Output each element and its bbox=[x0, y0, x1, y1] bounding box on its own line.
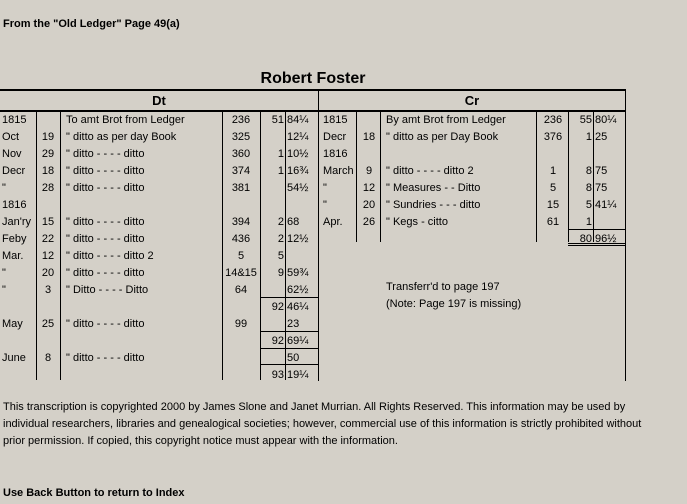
credit-cell-b: 18 bbox=[362, 131, 376, 143]
debit-cell-d: 394 bbox=[231, 216, 251, 228]
credit-cell-a: " bbox=[323, 199, 327, 211]
debit-cell-f: 10½ bbox=[287, 148, 309, 160]
page-title: Robert Foster bbox=[260, 70, 366, 87]
debit-cell-a: 1815 bbox=[2, 114, 27, 126]
debit-cell-c: " ditto - - - - ditto bbox=[66, 216, 145, 228]
grid-line bbox=[318, 89, 319, 381]
debit-cell-c: " ditto - - - - ditto bbox=[66, 233, 145, 245]
debit-cell-a: Mar. bbox=[2, 250, 24, 262]
debit-cell-f: 16¾ bbox=[287, 165, 309, 177]
debit-cell-d: 374 bbox=[231, 165, 251, 177]
debit-cell-a: Decr bbox=[2, 165, 26, 177]
credit-cell-f: 96½ bbox=[595, 233, 617, 245]
credit-cell-d: 376 bbox=[543, 131, 563, 143]
debit-cell-d: 381 bbox=[231, 182, 251, 194]
credit-cell-f: 75 bbox=[595, 165, 608, 177]
debit-cell-b: 28 bbox=[41, 182, 55, 194]
debit-cell-a: " bbox=[2, 182, 6, 194]
debit-cell-d: 5 bbox=[237, 250, 245, 262]
credit-cell-e: 8 bbox=[585, 165, 592, 177]
debit-cell-d: 436 bbox=[231, 233, 251, 245]
credit-cell-b: 12 bbox=[362, 182, 376, 194]
debit-cell-a: " bbox=[2, 284, 6, 296]
debit-cell-e: 9 bbox=[277, 267, 284, 279]
credit-cell-e: 5 bbox=[585, 199, 592, 211]
debit-cell-d: 14&15 bbox=[225, 267, 257, 279]
debit-cell-d: 236 bbox=[231, 114, 251, 126]
debit-cell-e: 2 bbox=[277, 216, 284, 228]
debit-cell-d: 99 bbox=[234, 318, 248, 330]
debit-cell-b: 12 bbox=[41, 250, 55, 262]
credit-cell-c: By amt Brot from Ledger bbox=[386, 114, 506, 126]
debit-cell-f: 50 bbox=[287, 352, 300, 364]
header-note: From the "Old Ledger" Page 49(a) bbox=[3, 18, 180, 30]
debit-cell-c: " ditto - - - - ditto bbox=[66, 148, 145, 160]
debit-cell-e: 2 bbox=[277, 233, 284, 245]
debit-cell-f: 84¼ bbox=[287, 114, 309, 126]
debit-cell-a: Oct bbox=[2, 131, 20, 143]
debit-cell-c: " ditto - - - - ditto 2 bbox=[66, 250, 154, 262]
debit-cell-e: 5 bbox=[277, 250, 284, 262]
grid-line bbox=[0, 89, 626, 91]
credit-cell-c: " Kegs - citto bbox=[386, 216, 448, 228]
credit-cell-c: " Sundries - - - ditto bbox=[386, 199, 481, 211]
credit-cell-a: " bbox=[323, 182, 327, 194]
credit-cell-c: " Measures - - Ditto bbox=[386, 182, 481, 194]
credit-cell-c: " ditto - - - - ditto 2 bbox=[386, 165, 474, 177]
credit-cell-d: 236 bbox=[543, 114, 563, 126]
credit-cell-b: 20 bbox=[362, 199, 376, 211]
debit-cell-b: 18 bbox=[41, 165, 55, 177]
debit-cell-d: 360 bbox=[231, 148, 251, 160]
debit-cell-a: " bbox=[2, 267, 6, 279]
credit-cell-a: March bbox=[323, 165, 354, 177]
debit-cell-f: 69¼ bbox=[287, 335, 309, 347]
debit-cell-c: " ditto as per day Book bbox=[66, 131, 177, 143]
credit-cell-a: 1816 bbox=[323, 148, 348, 160]
grid-line bbox=[285, 112, 286, 380]
debit-cell-b: 19 bbox=[41, 131, 55, 143]
credit-cell-e: 8 bbox=[585, 182, 592, 194]
debit-cell-a: June bbox=[2, 352, 26, 364]
grid-line bbox=[60, 112, 61, 380]
debit-cell-f: 19¼ bbox=[287, 369, 309, 381]
transfer-note: Transferr'd to page 197 bbox=[386, 281, 500, 293]
credit-cell-e: 1 bbox=[585, 131, 592, 143]
debit-cell-b: 8 bbox=[44, 352, 52, 364]
copyright-notice: This transcription is copyrighted 2000 by James Slone and Janet Murrian. All Rights Reserved. This information may be used by individual researchers, libraries and genealogical societies; however, commercial use of this information is strictly prohibited without prior permission. If copied, this copyright notice must appear with the information. bbox=[3, 401, 642, 447]
debit-cell-e: 92 bbox=[271, 301, 284, 313]
credit-cell-f: 80¼ bbox=[595, 114, 617, 126]
debit-cell-c: " ditto - - - - ditto bbox=[66, 182, 145, 194]
credit-cell-b: 26 bbox=[362, 216, 376, 228]
debit-cell-c: To amt Brot from Ledger bbox=[66, 114, 185, 126]
debit-cell-f: 46¼ bbox=[287, 301, 309, 313]
credit-cell-a: 1815 bbox=[323, 114, 348, 126]
debit-cell-a: 1816 bbox=[2, 199, 27, 211]
back-link[interactable]: Use Back Button to return to Index bbox=[3, 487, 185, 499]
debit-cell-b: 15 bbox=[41, 216, 55, 228]
debit-cell-a: Jan'ry bbox=[2, 216, 31, 228]
debit-cell-c: " ditto - - - - ditto bbox=[66, 318, 145, 330]
debit-cell-b: 22 bbox=[41, 233, 55, 245]
debit-header: Dt bbox=[152, 93, 166, 108]
debit-cell-b: 29 bbox=[41, 148, 55, 160]
credit-cell-a: Apr. bbox=[323, 216, 343, 228]
credit-cell-d: 15 bbox=[546, 199, 560, 211]
debit-cell-a: May bbox=[2, 318, 23, 330]
debit-cell-c: " ditto - - - - ditto bbox=[66, 267, 145, 279]
debit-cell-d: 64 bbox=[234, 284, 248, 296]
credit-cell-b: 9 bbox=[365, 165, 373, 177]
debit-cell-f: 62½ bbox=[287, 284, 309, 296]
debit-cell-f: 59¾ bbox=[287, 267, 309, 279]
credit-cell-d: 5 bbox=[549, 182, 557, 194]
debit-cell-b: 20 bbox=[41, 267, 55, 279]
debit-cell-e: 93 bbox=[271, 369, 284, 381]
credit-cell-f: 75 bbox=[595, 182, 608, 194]
debit-cell-f: 68 bbox=[287, 216, 300, 228]
grid-line bbox=[593, 112, 594, 242]
missing-page-note: (Note: Page 197 is missing) bbox=[386, 298, 522, 310]
debit-cell-a: Feby bbox=[2, 233, 27, 245]
debit-cell-f: 12¼ bbox=[287, 131, 309, 143]
debit-cell-b: 25 bbox=[41, 318, 55, 330]
debit-cell-f: 54½ bbox=[287, 182, 309, 194]
debit-cell-e: 51 bbox=[271, 114, 284, 126]
debit-cell-c: " ditto - - - - ditto bbox=[66, 165, 145, 177]
debit-cell-b: 3 bbox=[44, 284, 52, 296]
debit-cell-a: Nov bbox=[2, 148, 22, 160]
credit-cell-f: 25 bbox=[595, 131, 608, 143]
debit-cell-c: " Ditto - - - - Ditto bbox=[66, 284, 149, 296]
debit-cell-e: 92 bbox=[271, 335, 284, 347]
credit-cell-e: 1 bbox=[585, 216, 592, 228]
credit-cell-f: 41¼ bbox=[595, 199, 617, 211]
credit-cell-a: Decr bbox=[323, 131, 347, 143]
credit-cell-d: 61 bbox=[546, 216, 560, 228]
debit-cell-e: 1 bbox=[277, 148, 284, 160]
grid-line bbox=[625, 89, 626, 381]
credit-cell-d: 1 bbox=[549, 165, 557, 177]
credit-header: Cr bbox=[464, 93, 480, 108]
debit-cell-c: " ditto - - - - ditto bbox=[66, 352, 145, 364]
grid-line bbox=[260, 112, 261, 380]
credit-cell-e: 80 bbox=[579, 233, 592, 245]
credit-cell-e: 55 bbox=[579, 114, 592, 126]
debit-cell-f: 23 bbox=[287, 318, 300, 330]
debit-cell-e: 1 bbox=[277, 165, 284, 177]
debit-cell-d: 325 bbox=[231, 131, 251, 143]
debit-cell-f: 12½ bbox=[287, 233, 309, 245]
credit-cell-c: " ditto as per Day Book bbox=[386, 131, 499, 143]
